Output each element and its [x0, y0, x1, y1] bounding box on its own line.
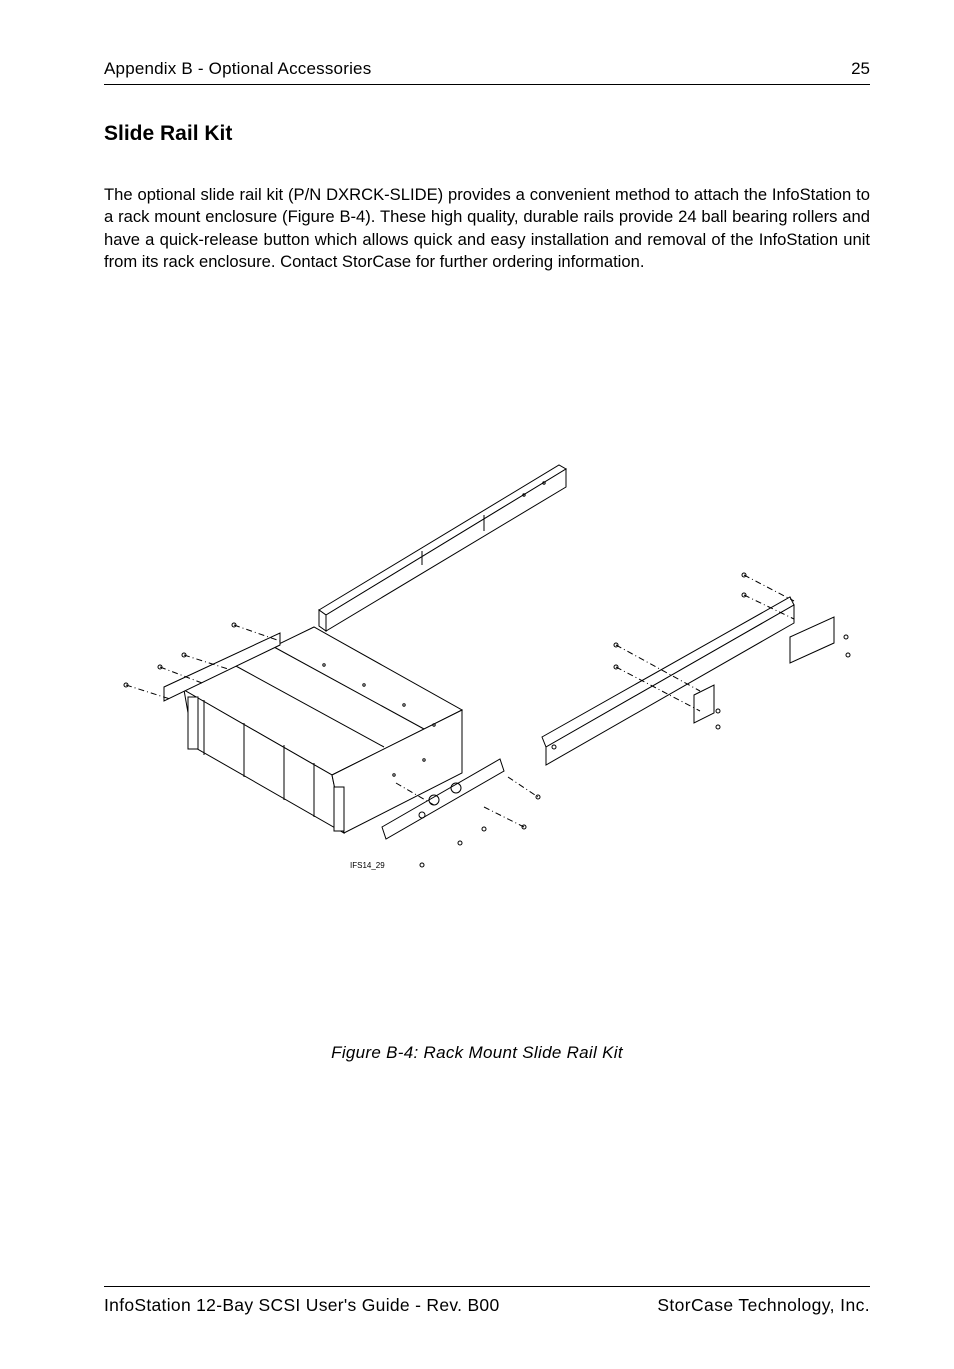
slide-rail-illustration [104, 455, 870, 885]
slide-rail-figure [104, 455, 870, 885]
page-footer [104, 1286, 870, 1317]
upper-slide-rail [319, 465, 566, 631]
header-page-number: 25 [851, 59, 870, 78]
header-section-title: Appendix B - Optional Accessories [104, 59, 372, 78]
page-header [104, 58, 870, 85]
footer-document-title: InfoStation 12-Bay SCSI User's Guide - Rev. B00 [104, 1295, 500, 1315]
footer-company-name: StorCase Technology, Inc. [657, 1295, 870, 1315]
figure-caption: Figure B-4: Rack Mount Slide Rail Kit [331, 1043, 623, 1062]
lower-slide-rail [542, 597, 794, 765]
section-heading: Slide Rail Kit [104, 122, 233, 145]
body-paragraph: The optional slide rail kit (P/N DXRCK-SLIDE) provides a convenient method to attach the InfoStation to a rack mount enclosure (Figure B-4). These high quality, durable rails provide 24 ball bearing rollers and have a quick-release button which allows quick and easy installation and removal of the InfoStation unit from its rack enclosure. Contact StorCase for further ordering information. [104, 185, 870, 272]
drawing-id-label: IFS14_29 [350, 861, 385, 870]
